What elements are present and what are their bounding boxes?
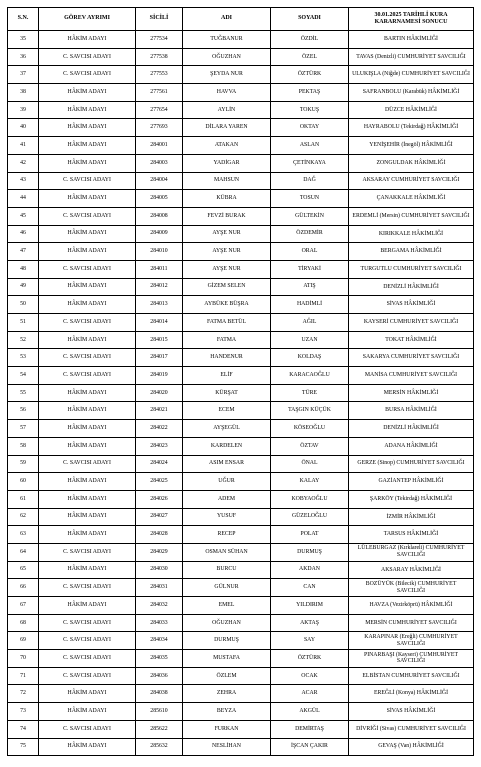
table-row bbox=[8, 172, 474, 190]
cell-soyadi: AKTAŞ bbox=[271, 614, 349, 632]
cell-kura-sonucu: SAFRANBOLU (Karabük) HÂKİMLİĞİ bbox=[349, 84, 474, 102]
cell-soyadi: PEKTAŞ bbox=[271, 84, 349, 102]
cell-soyadi: KALAY bbox=[271, 473, 349, 491]
cell-adi: FEVZİ BURAK bbox=[183, 207, 271, 225]
cell-adi: ADEM bbox=[183, 490, 271, 508]
cell-adi: FURKAN bbox=[183, 720, 271, 738]
cell-adi: ZEHRA bbox=[183, 685, 271, 703]
cell-adi: ECEM bbox=[183, 402, 271, 420]
cell-adi: OĞUZHAN bbox=[183, 48, 271, 66]
table-row bbox=[8, 296, 474, 314]
cell-gorev-ayrimi: HÂKİM ADAYI bbox=[39, 703, 136, 721]
cell-kura-sonucu: TURGUTLU CUMHURİYET SAVCILIĞI bbox=[349, 260, 474, 278]
cell-soyadi: TOSUN bbox=[271, 190, 349, 208]
cell-sn: 56 bbox=[8, 402, 39, 420]
cell-gorev-ayrimi: C. SAVCISI ADAYI bbox=[39, 543, 136, 561]
cell-kura-sonucu: ŞARKÖY (Tekirdağ) HÂKİMLİĞİ bbox=[349, 490, 474, 508]
cell-sicili: 285610 bbox=[136, 703, 183, 721]
cell-sn: 52 bbox=[8, 331, 39, 349]
cell-gorev-ayrimi: HÂKİM ADAYI bbox=[39, 137, 136, 155]
cell-kura-sonucu: ERDEMLİ (Mersin) CUMHURİYET SAVCILIĞI bbox=[349, 207, 474, 225]
cell-sicili: 284003 bbox=[136, 154, 183, 172]
table-row bbox=[8, 650, 474, 668]
cell-gorev-ayrimi: C. SAVCISI ADAYI bbox=[39, 260, 136, 278]
cell-gorev-ayrimi: C. SAVCISI ADAYI bbox=[39, 455, 136, 473]
cell-soyadi: OKTAY bbox=[271, 119, 349, 137]
cell-sicili: 284015 bbox=[136, 331, 183, 349]
cell-sicili: 284017 bbox=[136, 349, 183, 367]
cell-sn: 49 bbox=[8, 278, 39, 296]
cell-soyadi: GÜLTEKİN bbox=[271, 207, 349, 225]
cell-kura-sonucu: DİVRİĞİ (Sivas) CUMHURİYET SAVCILIĞI bbox=[349, 720, 474, 738]
cell-adi: BEYZA bbox=[183, 703, 271, 721]
table-row bbox=[8, 667, 474, 685]
cell-soyadi: DEMİRTAŞ bbox=[271, 720, 349, 738]
cell-adi: ATAKAN bbox=[183, 137, 271, 155]
header-soyadi: SOYADI bbox=[271, 8, 349, 31]
cell-adi: BURCU bbox=[183, 561, 271, 579]
cell-adi: YADİGAR bbox=[183, 154, 271, 172]
cell-sn: 70 bbox=[8, 650, 39, 668]
cell-sicili: 284038 bbox=[136, 685, 183, 703]
cell-soyadi: AKDAN bbox=[271, 561, 349, 579]
cell-gorev-ayrimi: C. SAVCISI ADAYI bbox=[39, 66, 136, 84]
cell-sn: 36 bbox=[8, 48, 39, 66]
cell-kura-sonucu: BURSA HÂKİMLİĞİ bbox=[349, 402, 474, 420]
table-row bbox=[8, 526, 474, 544]
cell-sicili: 284030 bbox=[136, 561, 183, 579]
cell-sn: 58 bbox=[8, 437, 39, 455]
cell-sicili: 284023 bbox=[136, 437, 183, 455]
cell-soyadi: AĞIL bbox=[271, 314, 349, 332]
cell-sn: 41 bbox=[8, 137, 39, 155]
cell-soyadi: ACAR bbox=[271, 685, 349, 703]
cell-soyadi: İŞCAN ÇAKIR bbox=[271, 738, 349, 756]
cell-kura-sonucu: AKSARAY HÂKİMLİĞİ bbox=[349, 561, 474, 579]
cell-sn: 62 bbox=[8, 508, 39, 526]
cell-sicili: 284026 bbox=[136, 490, 183, 508]
cell-sicili: 284005 bbox=[136, 190, 183, 208]
header-row bbox=[8, 8, 474, 31]
cell-sicili: 277553 bbox=[136, 66, 183, 84]
cell-gorev-ayrimi: HÂKİM ADAYI bbox=[39, 597, 136, 615]
cell-kura-sonucu: HAVZA (Vezirköprü) HÂKİMLİĞİ bbox=[349, 597, 474, 615]
cell-gorev-ayrimi: HÂKİM ADAYI bbox=[39, 154, 136, 172]
cell-gorev-ayrimi: HÂKİM ADAYI bbox=[39, 119, 136, 137]
cell-gorev-ayrimi: C. SAVCISI ADAYI bbox=[39, 650, 136, 668]
cell-sn: 67 bbox=[8, 597, 39, 615]
cell-sn: 38 bbox=[8, 84, 39, 102]
cell-adi: KARDELEN bbox=[183, 437, 271, 455]
cell-sicili: 284019 bbox=[136, 367, 183, 385]
cell-gorev-ayrimi: C. SAVCISI ADAYI bbox=[39, 349, 136, 367]
cell-sicili: 284022 bbox=[136, 420, 183, 438]
table-row bbox=[8, 384, 474, 402]
cell-sicili: 284027 bbox=[136, 508, 183, 526]
cell-adi: RECEP bbox=[183, 526, 271, 544]
cell-soyadi: UZAN bbox=[271, 331, 349, 349]
cell-sicili: 284028 bbox=[136, 526, 183, 544]
cell-soyadi: ASLAN bbox=[271, 137, 349, 155]
cell-sn: 63 bbox=[8, 526, 39, 544]
table-row bbox=[8, 101, 474, 119]
cell-adi: KÜRŞAT bbox=[183, 384, 271, 402]
cell-gorev-ayrimi: C. SAVCISI ADAYI bbox=[39, 720, 136, 738]
cell-soyadi: TÜRE bbox=[271, 384, 349, 402]
table-row bbox=[8, 455, 474, 473]
table-row bbox=[8, 243, 474, 261]
cell-gorev-ayrimi: C. SAVCISI ADAYI bbox=[39, 172, 136, 190]
cell-soyadi: ÖZTAV bbox=[271, 437, 349, 455]
header-sicili: SİCİLİ bbox=[136, 8, 183, 31]
cell-soyadi: YILDIRIM bbox=[271, 597, 349, 615]
cell-kura-sonucu: AKSARAY CUMHURİYET SAVCILIĞI bbox=[349, 172, 474, 190]
cell-soyadi: CAN bbox=[271, 579, 349, 597]
cell-sicili: 284001 bbox=[136, 137, 183, 155]
table-row bbox=[8, 703, 474, 721]
table-row bbox=[8, 119, 474, 137]
cell-adi: DİLARA YAREN bbox=[183, 119, 271, 137]
cell-soyadi: POLAT bbox=[271, 526, 349, 544]
cell-kura-sonucu: DENİZLİ HÂKİMLİĞİ bbox=[349, 420, 474, 438]
table-row bbox=[8, 190, 474, 208]
cell-sn: 65 bbox=[8, 561, 39, 579]
cell-adi: FATMA bbox=[183, 331, 271, 349]
cell-sicili: 284011 bbox=[136, 260, 183, 278]
cell-adi: OĞUZHAN bbox=[183, 614, 271, 632]
table-row bbox=[8, 31, 474, 49]
table-row bbox=[8, 278, 474, 296]
document-page bbox=[7, 7, 473, 756]
cell-gorev-ayrimi: HÂKİM ADAYI bbox=[39, 402, 136, 420]
table-row bbox=[8, 66, 474, 84]
table-row bbox=[8, 508, 474, 526]
cell-sicili: 284032 bbox=[136, 597, 183, 615]
cell-soyadi: SAY bbox=[271, 632, 349, 650]
cell-kura-sonucu: KAYSERİ CUMHURİYET SAVCILIĞI bbox=[349, 314, 474, 332]
cell-soyadi: ATIŞ bbox=[271, 278, 349, 296]
cell-kura-sonucu: BERGAMA HÂKİMLİĞİ bbox=[349, 243, 474, 261]
cell-kura-sonucu: GEVAŞ (Van) HÂKİMLİĞİ bbox=[349, 738, 474, 756]
table-row bbox=[8, 260, 474, 278]
table-body bbox=[8, 31, 474, 756]
cell-soyadi: TOKUŞ bbox=[271, 101, 349, 119]
cell-soyadi: DAĞ bbox=[271, 172, 349, 190]
table-row bbox=[8, 490, 474, 508]
cell-adi: GÜLNUR bbox=[183, 579, 271, 597]
cell-adi: ŞEYDA NUR bbox=[183, 66, 271, 84]
cell-gorev-ayrimi: HÂKİM ADAYI bbox=[39, 243, 136, 261]
cell-kura-sonucu: LÜLEBURGAZ (Kırklareli) CUMHURİYET SAVCILIĞI bbox=[349, 543, 474, 561]
cell-gorev-ayrimi: C. SAVCISI ADAYI bbox=[39, 614, 136, 632]
cell-gorev-ayrimi: HÂKİM ADAYI bbox=[39, 526, 136, 544]
table-row bbox=[8, 48, 474, 66]
cell-gorev-ayrimi: HÂKİM ADAYI bbox=[39, 685, 136, 703]
cell-gorev-ayrimi: HÂKİM ADAYI bbox=[39, 190, 136, 208]
cell-sn: 72 bbox=[8, 685, 39, 703]
cell-adi: ASIM ENSAR bbox=[183, 455, 271, 473]
cell-adi: AYŞEGÜL bbox=[183, 420, 271, 438]
cell-sn: 73 bbox=[8, 703, 39, 721]
cell-kura-sonucu: BOZÜYÜK (Bilecik) CUMHURİYET SAVCILIĞI bbox=[349, 579, 474, 597]
cell-sn: 50 bbox=[8, 296, 39, 314]
cell-adi: MAHSUN bbox=[183, 172, 271, 190]
table-row bbox=[8, 543, 474, 561]
cell-adi: AYŞE NUR bbox=[183, 260, 271, 278]
cell-sn: 59 bbox=[8, 455, 39, 473]
cell-sicili: 285622 bbox=[136, 720, 183, 738]
cell-sn: 45 bbox=[8, 207, 39, 225]
cell-gorev-ayrimi: HÂKİM ADAYI bbox=[39, 738, 136, 756]
table-row bbox=[8, 420, 474, 438]
cell-gorev-ayrimi: HÂKİM ADAYI bbox=[39, 420, 136, 438]
cell-kura-sonucu: SİVAS HÂKİMLİĞİ bbox=[349, 703, 474, 721]
cell-kura-sonucu: MERSİN CUMHURİYET SAVCILIĞI bbox=[349, 614, 474, 632]
cell-sn: 74 bbox=[8, 720, 39, 738]
table-row bbox=[8, 614, 474, 632]
cell-kura-sonucu: TOKAT HÂKİMLİĞİ bbox=[349, 331, 474, 349]
cell-sicili: 284013 bbox=[136, 296, 183, 314]
cell-sicili: 284031 bbox=[136, 579, 183, 597]
table-row bbox=[8, 738, 474, 756]
cell-gorev-ayrimi: C. SAVCISI ADAYI bbox=[39, 632, 136, 650]
table-row bbox=[8, 349, 474, 367]
cell-sicili: 277693 bbox=[136, 119, 183, 137]
cell-adi: HANDENUR bbox=[183, 349, 271, 367]
cell-adi: DURMUŞ bbox=[183, 632, 271, 650]
cell-adi: AYŞE NUR bbox=[183, 225, 271, 243]
cell-gorev-ayrimi: HÂKİM ADAYI bbox=[39, 278, 136, 296]
cell-soyadi: AKGÜL bbox=[271, 703, 349, 721]
table-row bbox=[8, 402, 474, 420]
cell-gorev-ayrimi: HÂKİM ADAYI bbox=[39, 561, 136, 579]
cell-soyadi: ÖZTÜRK bbox=[271, 66, 349, 84]
cell-kura-sonucu: TARSUS HÂKİMLİĞİ bbox=[349, 526, 474, 544]
cell-gorev-ayrimi: C. SAVCISI ADAYI bbox=[39, 314, 136, 332]
cell-soyadi: ORAL bbox=[271, 243, 349, 261]
cell-sicili: 284014 bbox=[136, 314, 183, 332]
cell-kura-sonucu: YENİŞEHİR (İnegöl) HÂKİMLİĞİ bbox=[349, 137, 474, 155]
cell-sicili: 285632 bbox=[136, 738, 183, 756]
cell-sn: 40 bbox=[8, 119, 39, 137]
header-kura-sonucu: 30.01.2025 TARİHLİ KURA KARARNAMESİ SONUCU bbox=[349, 8, 474, 31]
cell-adi: HAVVA bbox=[183, 84, 271, 102]
cell-soyadi: TAŞGIN KÜÇÜK bbox=[271, 402, 349, 420]
cell-kura-sonucu: ULUKIŞLA (Niğde) CUMHURİYET SAVCILIĞI bbox=[349, 66, 474, 84]
cell-adi: OSMAN SÜHAN bbox=[183, 543, 271, 561]
cell-kura-sonucu: GERZE (Sinop) CUMHURİYET SAVCILIĞI bbox=[349, 455, 474, 473]
cell-adi: YUSUF bbox=[183, 508, 271, 526]
cell-kura-sonucu: ADANA HÂKİMLİĞİ bbox=[349, 437, 474, 455]
cell-gorev-ayrimi: HÂKİM ADAYI bbox=[39, 31, 136, 49]
table-row bbox=[8, 437, 474, 455]
cell-soyadi: GÜZELOĞLU bbox=[271, 508, 349, 526]
table-row bbox=[8, 137, 474, 155]
cell-gorev-ayrimi: C. SAVCISI ADAYI bbox=[39, 579, 136, 597]
cell-adi: NESLİHAN bbox=[183, 738, 271, 756]
cell-adi: EMEL bbox=[183, 597, 271, 615]
cell-adi: GİZEM SELEN bbox=[183, 278, 271, 296]
cell-sicili: 284004 bbox=[136, 172, 183, 190]
cell-kura-sonucu: BARTIN HÂKİMLİĞİ bbox=[349, 31, 474, 49]
header-adi: ADI bbox=[183, 8, 271, 31]
cell-sn: 48 bbox=[8, 260, 39, 278]
table-row bbox=[8, 84, 474, 102]
table-row bbox=[8, 597, 474, 615]
cell-adi: MUSTAFA bbox=[183, 650, 271, 668]
cell-soyadi: ÇETİNKAYA bbox=[271, 154, 349, 172]
cell-sn: 35 bbox=[8, 31, 39, 49]
table-row bbox=[8, 561, 474, 579]
cell-soyadi: ÖZEL bbox=[271, 48, 349, 66]
cell-gorev-ayrimi: HÂKİM ADAYI bbox=[39, 101, 136, 119]
cell-soyadi: OCAK bbox=[271, 667, 349, 685]
cell-kura-sonucu: DÜZCE HÂKİMLİĞİ bbox=[349, 101, 474, 119]
cell-soyadi: DURMUŞ bbox=[271, 543, 349, 561]
cell-sicili: 284012 bbox=[136, 278, 183, 296]
cell-sicili: 277654 bbox=[136, 101, 183, 119]
cell-sicili: 284034 bbox=[136, 632, 183, 650]
table-row bbox=[8, 225, 474, 243]
cell-gorev-ayrimi: HÂKİM ADAYI bbox=[39, 384, 136, 402]
cell-soyadi: KOBYAOĞLU bbox=[271, 490, 349, 508]
cell-gorev-ayrimi: HÂKİM ADAYI bbox=[39, 508, 136, 526]
cell-soyadi: KOLDAŞ bbox=[271, 349, 349, 367]
cell-gorev-ayrimi: C. SAVCISI ADAYI bbox=[39, 207, 136, 225]
table-row bbox=[8, 331, 474, 349]
cell-sicili: 284025 bbox=[136, 473, 183, 491]
cell-sn: 71 bbox=[8, 667, 39, 685]
cell-sicili: 284020 bbox=[136, 384, 183, 402]
cell-adi: ELİF bbox=[183, 367, 271, 385]
cell-kura-sonucu: EREĞLİ (Konya) HÂKİMLİĞİ bbox=[349, 685, 474, 703]
cell-sn: 39 bbox=[8, 101, 39, 119]
cell-sicili: 277534 bbox=[136, 31, 183, 49]
cell-sicili: 284029 bbox=[136, 543, 183, 561]
cell-gorev-ayrimi: C. SAVCISI ADAYI bbox=[39, 367, 136, 385]
cell-soyadi: TİRYAKİ bbox=[271, 260, 349, 278]
cell-soyadi: ÖNAL bbox=[271, 455, 349, 473]
cell-kura-sonucu: MANİSA CUMHURİYET SAVCILIĞI bbox=[349, 367, 474, 385]
cell-soyadi: HADİMLİ bbox=[271, 296, 349, 314]
cell-sn: 69 bbox=[8, 632, 39, 650]
cell-kura-sonucu: HAYRABOLU (Tekirdağ) HÂKİMLİĞİ bbox=[349, 119, 474, 137]
cell-kura-sonucu: ELBİSTAN CUMHURİYET SAVCILIĞI bbox=[349, 667, 474, 685]
cell-sn: 42 bbox=[8, 154, 39, 172]
table-row bbox=[8, 473, 474, 491]
cell-adi: AYŞE NUR bbox=[183, 243, 271, 261]
cell-sn: 64 bbox=[8, 543, 39, 561]
cell-sicili: 284035 bbox=[136, 650, 183, 668]
cell-adi: AYLİN bbox=[183, 101, 271, 119]
cell-soyadi: ÖZDİL bbox=[271, 31, 349, 49]
cell-gorev-ayrimi: HÂKİM ADAYI bbox=[39, 437, 136, 455]
cell-adi: AYBÜKE BÜŞRA bbox=[183, 296, 271, 314]
table-row bbox=[8, 154, 474, 172]
cell-sicili: 284036 bbox=[136, 667, 183, 685]
assignment-table bbox=[7, 7, 474, 756]
cell-kura-sonucu: İZMİR HÂKİMLİĞİ bbox=[349, 508, 474, 526]
cell-gorev-ayrimi: HÂKİM ADAYI bbox=[39, 225, 136, 243]
cell-sn: 55 bbox=[8, 384, 39, 402]
cell-gorev-ayrimi: C. SAVCISI ADAYI bbox=[39, 667, 136, 685]
cell-gorev-ayrimi: C. SAVCISI ADAYI bbox=[39, 48, 136, 66]
cell-sn: 68 bbox=[8, 614, 39, 632]
cell-sn: 57 bbox=[8, 420, 39, 438]
cell-sn: 75 bbox=[8, 738, 39, 756]
cell-sicili: 284021 bbox=[136, 402, 183, 420]
table-row bbox=[8, 720, 474, 738]
cell-kura-sonucu: SAKARYA CUMHURİYET SAVCILIĞI bbox=[349, 349, 474, 367]
cell-kura-sonucu: KARAPINAR (Ereğli) CUMHURİYET SAVCILIĞI bbox=[349, 632, 474, 650]
cell-adi: FATMA BETÜL bbox=[183, 314, 271, 332]
cell-sicili: 284009 bbox=[136, 225, 183, 243]
cell-sn: 46 bbox=[8, 225, 39, 243]
cell-adi: KÜBRA bbox=[183, 190, 271, 208]
cell-sn: 43 bbox=[8, 172, 39, 190]
cell-sn: 61 bbox=[8, 490, 39, 508]
header-sn: S.N. bbox=[8, 8, 39, 31]
cell-sicili: 277561 bbox=[136, 84, 183, 102]
table-row bbox=[8, 314, 474, 332]
cell-sn: 60 bbox=[8, 473, 39, 491]
cell-sn: 51 bbox=[8, 314, 39, 332]
cell-kura-sonucu: SİVAS HÂKİMLİĞİ bbox=[349, 296, 474, 314]
cell-gorev-ayrimi: HÂKİM ADAYI bbox=[39, 490, 136, 508]
cell-soyadi: KÖSEOĞLU bbox=[271, 420, 349, 438]
cell-gorev-ayrimi: HÂKİM ADAYI bbox=[39, 331, 136, 349]
cell-sn: 44 bbox=[8, 190, 39, 208]
cell-kura-sonucu: KIRIKKALE HÂKİMLİĞİ bbox=[349, 225, 474, 243]
cell-kura-sonucu: PINARBAŞI (Kayseri) CUMHURİYET SAVCILIĞI bbox=[349, 650, 474, 668]
cell-sicili: 284008 bbox=[136, 207, 183, 225]
cell-adi: ÖZLEM bbox=[183, 667, 271, 685]
cell-kura-sonucu: ÇANAKKALE HÂKİMLİĞİ bbox=[349, 190, 474, 208]
table-row bbox=[8, 579, 474, 597]
cell-sicili: 284033 bbox=[136, 614, 183, 632]
table-row bbox=[8, 367, 474, 385]
cell-sicili: 277538 bbox=[136, 48, 183, 66]
cell-sicili: 284024 bbox=[136, 455, 183, 473]
cell-gorev-ayrimi: HÂKİM ADAYI bbox=[39, 84, 136, 102]
cell-gorev-ayrimi: HÂKİM ADAYI bbox=[39, 296, 136, 314]
table-row bbox=[8, 685, 474, 703]
cell-sn: 66 bbox=[8, 579, 39, 597]
cell-sn: 53 bbox=[8, 349, 39, 367]
cell-soyadi: ÖZTÜRK bbox=[271, 650, 349, 668]
cell-kura-sonucu: GAZİANTEP HÂKİMLİĞİ bbox=[349, 473, 474, 491]
table-row bbox=[8, 207, 474, 225]
header-gorev-ayrimi: GÖREV AYRIMI bbox=[39, 8, 136, 31]
cell-sn: 37 bbox=[8, 66, 39, 84]
table-row bbox=[8, 632, 474, 650]
cell-soyadi: KARACAOĞLU bbox=[271, 367, 349, 385]
cell-soyadi: ÖZDEMİR bbox=[271, 225, 349, 243]
cell-kura-sonucu: MERSİN HÂKİMLİĞİ bbox=[349, 384, 474, 402]
cell-kura-sonucu: DENİZLİ HÂKİMLİĞİ bbox=[349, 278, 474, 296]
table-header bbox=[8, 8, 474, 31]
cell-sicili: 284010 bbox=[136, 243, 183, 261]
cell-gorev-ayrimi: HÂKİM ADAYI bbox=[39, 473, 136, 491]
cell-kura-sonucu: ZONGULDAK HÂKİMLİĞİ bbox=[349, 154, 474, 172]
cell-sn: 47 bbox=[8, 243, 39, 261]
cell-adi: UĞUR bbox=[183, 473, 271, 491]
cell-adi: TUĞBANUR bbox=[183, 31, 271, 49]
cell-sn: 54 bbox=[8, 367, 39, 385]
cell-kura-sonucu: TAVAS (Denizli) CUMHURİYET SAVCILIĞI bbox=[349, 48, 474, 66]
